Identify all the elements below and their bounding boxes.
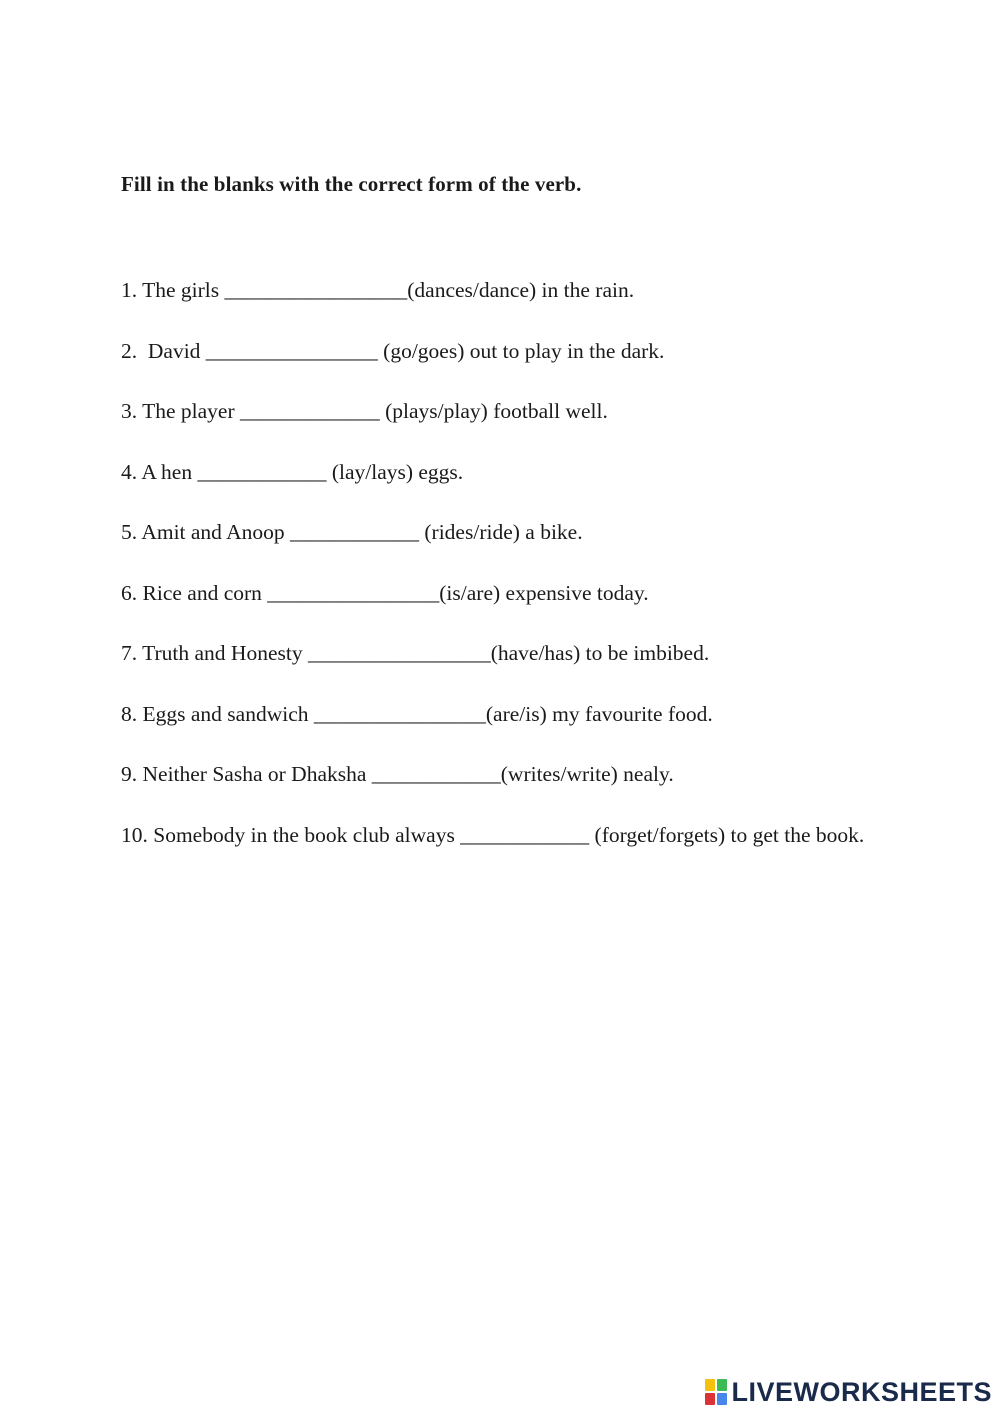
question-item: 5. Amit and Anoop ____________ (rides/ride) a bike. bbox=[121, 520, 583, 544]
question-item: 2. David ________________ (go/goes) out to play in the dark. bbox=[121, 338, 665, 363]
question-item: 1. The girls _________________(dances/dance) in the rain. bbox=[121, 278, 635, 302]
question-item: 4. A hen ____________ (lay/lays) eggs. bbox=[121, 459, 464, 484]
question-item: 8. Eggs and sandwich ________________(are/is) my favourite food. bbox=[121, 701, 713, 726]
question-item: 6. Rice and corn ________________(is/are) expensive today. bbox=[121, 580, 649, 605]
question-item: 9. Neither Sasha or Dhaksha ____________(writes/write) nealy. bbox=[121, 762, 674, 786]
question-item: 10. Somebody in the book club always ____________ (forget/forgets) to get the book. bbox=[121, 822, 865, 847]
question-item: 7. Truth and Honesty _________________(have/has) to be imbibed. bbox=[121, 641, 710, 665]
question-list bbox=[121, 268, 881, 857]
question-item: 3. The player _____________ (plays/play) football well. bbox=[121, 399, 608, 423]
liveworksheets-logo[interactable] bbox=[704, 1377, 992, 1407]
instruction-heading: Fill in the blanks with the correct form of the verb. bbox=[121, 172, 582, 196]
liveworksheets-logo-icon bbox=[704, 1378, 728, 1406]
brand-name: LIVEWORKSHEETS bbox=[731, 1377, 992, 1407]
